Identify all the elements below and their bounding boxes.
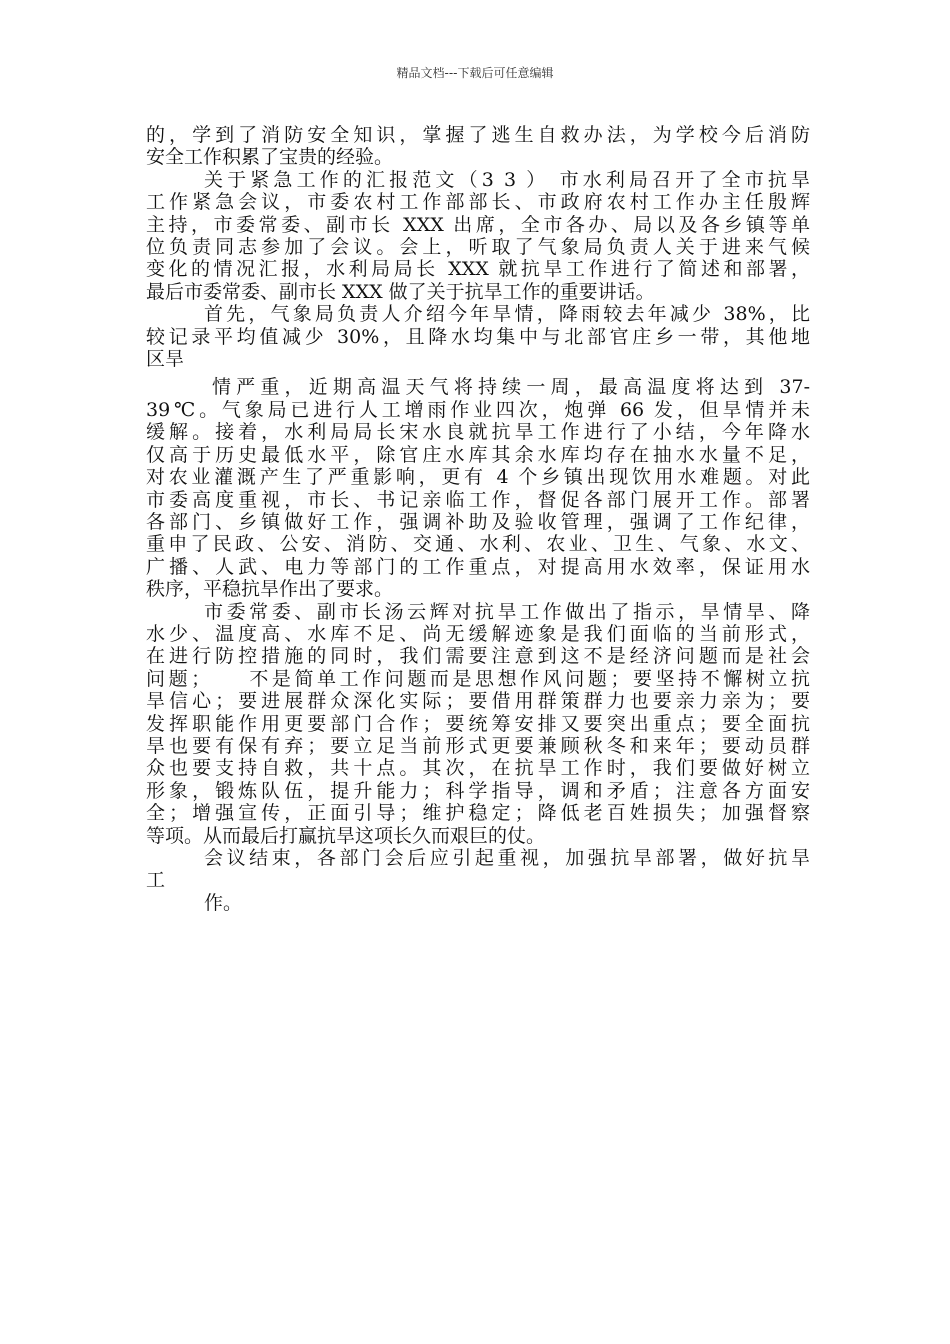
paragraph-start-line: 市委常委、副市长汤云辉对抗旱工作做出了指示，旱情旱、降 <box>204 600 810 623</box>
text-line: 变化的情况汇报，水利局局长 XXX 就抗旱工作进行了简述和部署， <box>146 258 810 281</box>
text-line: 作。 <box>204 891 243 914</box>
text-line: 旱信心；要进展群众深化实际；要借用群策群力也要亲力亲为；要 <box>146 690 810 713</box>
text-line: 缓解。接着，水利局局长宋水良就抗旱工作进行了小结，今年降水 <box>146 421 810 444</box>
text-line: 众也要支持自救，共十点。其次，在抗旱工作时，我们要做好树立 <box>146 757 810 780</box>
text-line: 39℃。气象局已进行人工增雨作业四次，炮弹 66 发，但旱情并未 <box>146 398 810 421</box>
text-line: 的，学到了消防安全知识，掌握了逃生自救办法，为学校今后消防 <box>146 124 810 146</box>
text-line: 位负责同志参加了会议。会上，听取了气象局负责人关于进来气候 <box>146 236 810 259</box>
text-line: 重申了民政、公安、消防、交通、水利、农业、卫生、气象、水文、 <box>146 533 810 556</box>
text-line: 市委高度重视，市长、书记亲临工作，督促各部门展开工作。部署 <box>146 488 810 511</box>
text-line: 工 <box>146 869 166 892</box>
paragraph-start-line: 情严重，近期高温天气将持续一周，最高温度将达到 37- <box>212 376 810 399</box>
text-line: 发挥职能作用更要部门合作；要统筹安排又要突出重点；要全面抗 <box>146 712 810 735</box>
text-line: 对农业灌溉产生了严重影响，更有 4 个乡镇出现饮用水难题。对此 <box>146 466 810 489</box>
text-line: 在进行防控措施的同时，我们需要注意到这不是经济问题而是社会 <box>146 645 810 668</box>
text-line: 问题； 不是简单工作问题而是思想作风问题；要坚持不懈树立抗 <box>146 667 810 690</box>
text-line: 广播、人武、电力等部门的工作重点，对提高用水效率，保证用水 <box>146 555 810 578</box>
text-line: 秩序，平稳抗旱作出了要求。 <box>146 578 394 601</box>
text-line: 水少、温度高、水库不足、尚无缓解迹象是我们面临的当前形式， <box>146 622 810 645</box>
text-line: 等项。从而最后打赢抗旱这项长久而艰巨的仗。 <box>146 824 546 847</box>
paragraph-start-line: 会议结束，各部门会后应引起重视，加强抗旱部署，做好抗旱 <box>204 847 810 869</box>
text-line: 全；增强宣传，正面引导；维护稳定；降低老百姓损失；加强督察 <box>146 802 810 825</box>
text-line: 区旱 <box>146 348 185 371</box>
text-line: 最后市委常委、副市长 XXX 做了关于抗旱工作的重要讲话。 <box>146 280 655 303</box>
paragraph-start-line: 关于紧急工作的汇报范文（3 3 ） 市水利局召开了全市抗旱 <box>204 168 810 191</box>
text-line: 安全工作积累了宝贵的经验。 <box>146 146 394 169</box>
document-body <box>146 124 810 914</box>
page-header: 精品文档---下载后可任意编辑 <box>396 66 554 80</box>
paragraph-start-line: 首先，气象局负责人介绍今年旱情，降雨较去年减少 38%，比 <box>204 303 810 326</box>
text-line: 旱也要有保有弃；要立足当前形式更要兼顾秋冬和来年；要动员群 <box>146 734 810 757</box>
text-line: 形象，锻炼队伍，提升能力；科学指导，调和矛盾；注意各方面安 <box>146 779 810 802</box>
text-line: 工作紧急会议，市委农村工作部部长、市政府农村工作办主任殷辉 <box>146 191 810 214</box>
text-line: 仅高于历史最低水平，除官庄水库其余水库均存在抽水水量不足， <box>146 443 810 466</box>
text-line: 主持，市委常委、副市长 XXX 出席，全市各办、局以及各乡镇等单 <box>146 213 810 236</box>
text-line: 各部门、乡镇做好工作，强调补助及验收管理，强调了工作纪律， <box>146 510 810 533</box>
text-line: 较记录平均值减少 30%，且降水均集中与北部官庄乡一带，其他地 <box>146 325 810 348</box>
